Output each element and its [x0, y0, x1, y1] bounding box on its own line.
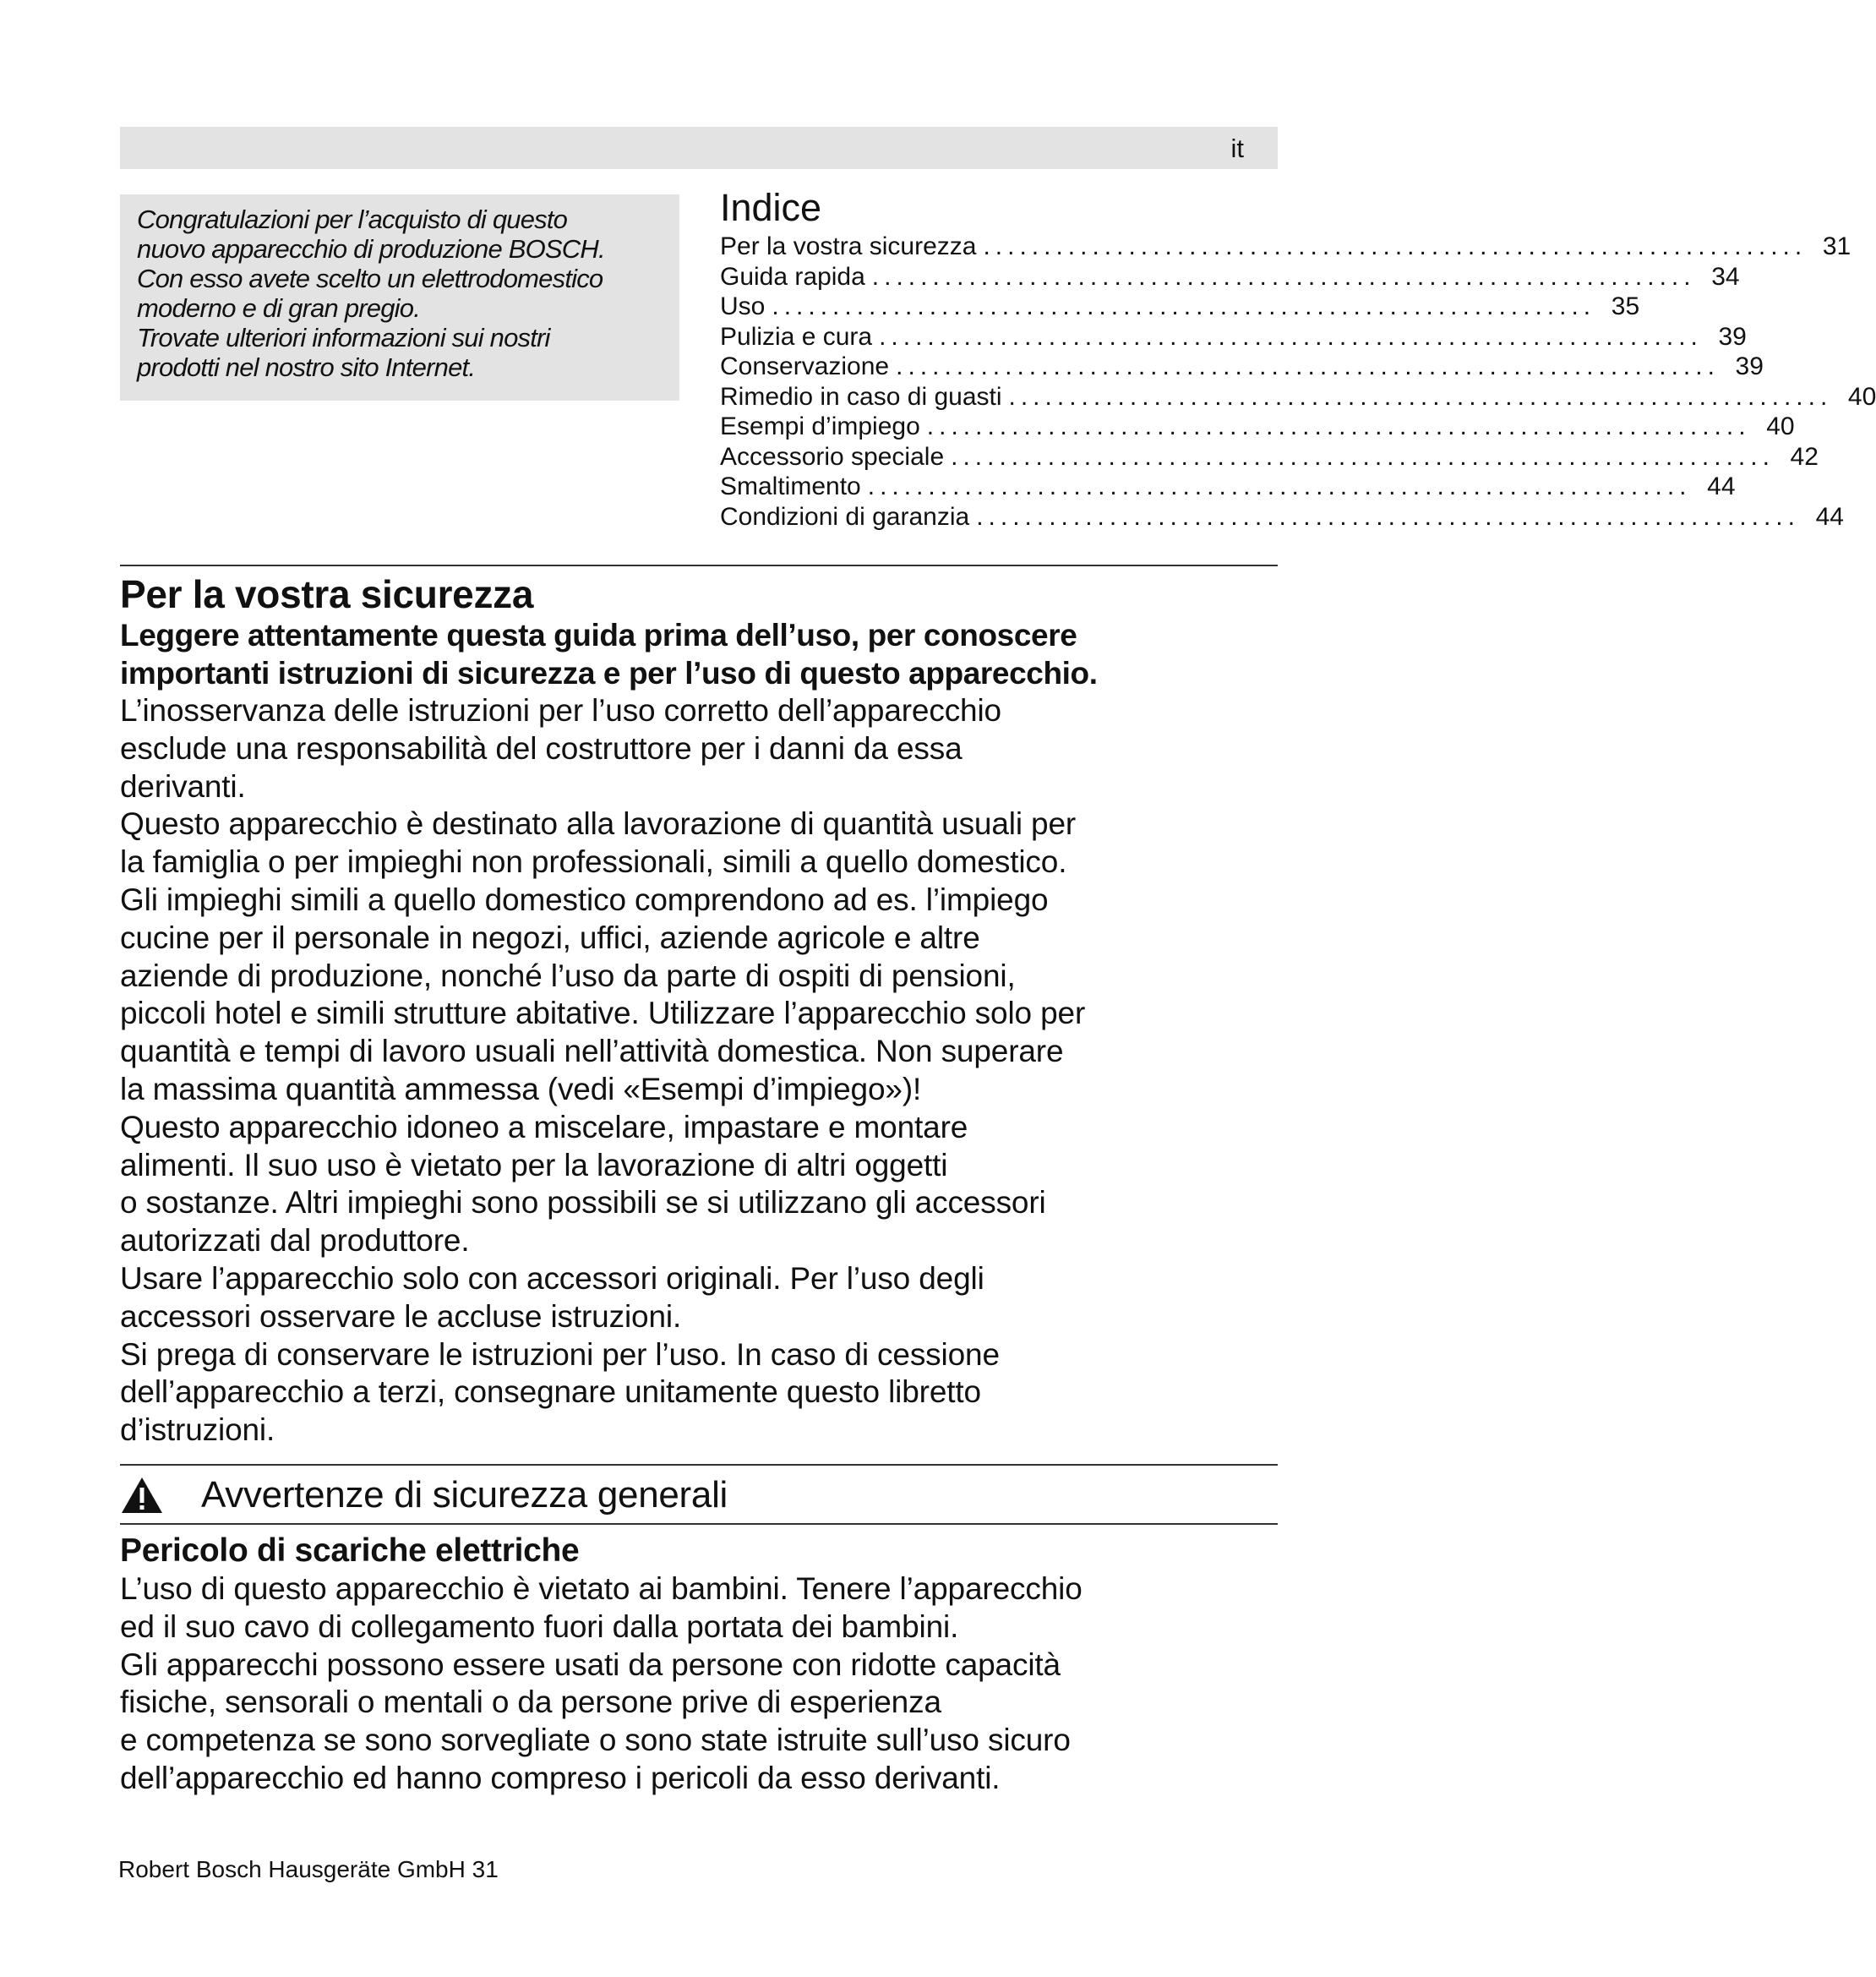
body-line: ed il suo cavo di collegamento fuori dalla portata dei bambini. — [120, 1608, 959, 1644]
body-line: dell’apparecchio ed hanno compreso i pericoli da esso derivanti. — [120, 1760, 1001, 1795]
toc-entry-label: Conservazione — [720, 352, 890, 380]
body-line: Questo apparecchio idoneo a miscelare, impastare e montare — [120, 1109, 968, 1144]
toc-entry-label: Accessorio speciale — [720, 442, 945, 471]
toc-entry-page: 42 — [1790, 442, 1819, 471]
toc-leader-dots: .................................................................... — [976, 502, 1800, 531]
toc-entry[interactable] — [720, 322, 1747, 352]
page-footer: Robert Bosch Hausgeräte GmbH 31 — [118, 1856, 499, 1882]
section-title: Per la vostra sicurezza — [120, 572, 534, 616]
intro-line: nuovo apparecchio di produzione BOSCH. — [137, 234, 605, 264]
toc-leader-dots: .................................................................... — [983, 232, 1808, 260]
toc-leader-dots: .................................................................... — [926, 412, 1751, 440]
toc-leader-dots: .................................................................... — [879, 322, 1703, 351]
body-line: L’inosservanza delle istruzioni per l’uso corretto dell’apparecchio — [120, 693, 1001, 728]
section-divider — [120, 565, 1278, 566]
body-line: piccoli hotel e simili strutture abitative. Utilizzare l’apparecchio solo per — [120, 996, 1086, 1031]
intro-line: prodotti nel nostro sito Internet. — [137, 352, 476, 382]
toc-leader-dots: .................................................................... — [896, 352, 1720, 380]
toc-entry-label: Uso — [720, 292, 766, 320]
toc-leader-dots: .................................................................... — [871, 262, 1696, 291]
toc-entry[interactable] — [720, 502, 1844, 532]
toc-entry-label: Smaltimento — [720, 472, 861, 500]
language-bar — [120, 127, 1278, 169]
toc-entry-label: Pulizia e cura — [720, 322, 873, 351]
toc-entry-label: Per la vostra sicurezza — [720, 232, 977, 260]
toc-entry[interactable] — [720, 472, 1736, 502]
body-line: d’istruzioni. — [120, 1412, 275, 1448]
intro-line: moderno e di gran pregio. — [137, 293, 421, 323]
toc-entry-label: Esempi d’impiego — [720, 412, 920, 440]
toc-entry-label: Guida rapida — [720, 262, 865, 291]
body-line: la famiglia o per impieghi non professionali, simili a quello domestico. — [120, 844, 1067, 880]
body-line: Si prega di conservare le istruzioni per l’uso. In caso di cessione — [120, 1336, 1000, 1372]
body-line: derivanti. — [120, 768, 246, 804]
safety-section — [120, 571, 1303, 1450]
body-line: accessori osservare le accluse istruzioni. — [120, 1298, 682, 1334]
body-line: esclude una responsabilità del costruttore per i danni da essa — [120, 730, 963, 766]
toc-entry-page: 40 — [1847, 382, 1876, 411]
toc-entry-page: 35 — [1611, 292, 1640, 320]
warning-triangle-icon — [120, 1476, 164, 1515]
body-line: e competenza se sono sorvegliate o sono state istruite sull’uso sicuro — [120, 1723, 1071, 1758]
electric-shock-section — [120, 1532, 1303, 1798]
toc-entry-page: 44 — [1815, 502, 1844, 531]
body-line: aziende di produzione, nonché l’uso da parte di ospiti di pensioni, — [120, 958, 1016, 993]
body-line: alimenti. Il suo uso è vietato per la lavorazione di altri oggetti — [120, 1147, 948, 1182]
body-line: fisiche, sensorali o mentali o da persone prive di esperienza — [120, 1685, 941, 1720]
toc-entry[interactable] — [720, 382, 1876, 412]
body-line: o sostanze. Altri impieghi sono possibili se si utilizzano gli accessori — [120, 1185, 1046, 1221]
intro-line: Trovate ulteriori informazioni sui nostri — [137, 323, 550, 352]
lead-line: Leggere attentamente questa guida prima dell’uso, per conoscere — [120, 618, 1077, 653]
toc-entry-label: Rimedio in caso di guasti — [720, 382, 1002, 411]
intro-line: Con esso avete scelto un elettrodomestico — [137, 264, 603, 293]
body-line: dell’apparecchio a terzi, consegnare unitamente questo libretto — [120, 1374, 981, 1410]
toc-entry[interactable] — [720, 442, 1819, 472]
toc-leader-dots: .................................................................... — [867, 472, 1692, 500]
toc-entry-page: 40 — [1766, 412, 1795, 440]
lead-line: importanti istruzioni di sicurezza e per l’uso di questo apparecchio. — [120, 655, 1098, 691]
toc-entry[interactable] — [720, 412, 1795, 442]
toc-entry-page: 34 — [1711, 262, 1740, 291]
table-of-contents — [720, 186, 1876, 532]
toc-title: Indice — [720, 186, 822, 229]
toc-entry-page: 39 — [1718, 322, 1747, 351]
section-divider — [120, 1523, 1278, 1525]
toc-entry[interactable] — [720, 292, 1640, 322]
body-line: Usare l’apparecchio solo con accessori originali. Per l’uso degli — [120, 1260, 984, 1296]
section-divider — [120, 1464, 1278, 1466]
warnings-heading — [120, 1469, 1278, 1521]
toc-entry-page: 31 — [1822, 232, 1851, 260]
toc-entry[interactable] — [720, 262, 1740, 292]
body-line: cucine per il personale in negozi, uffici, aziende agricole e altre — [120, 920, 980, 955]
body-line: Questo apparecchio è destinato alla lavorazione di quantità usuali per — [120, 806, 1077, 842]
intro-line: Congratulazioni per l’acquisto di questo — [137, 205, 568, 234]
toc-entry[interactable] — [720, 352, 1764, 382]
language-code: it — [1230, 134, 1244, 163]
body-line: Gli impieghi simili a quello domestico comprendono ad es. l’impiego — [120, 882, 1049, 917]
toc-leader-dots: .................................................................... — [772, 292, 1596, 320]
toc-leader-dots: .................................................................... — [1008, 382, 1833, 411]
toc-entry-page: 44 — [1707, 472, 1736, 500]
intro-box — [120, 194, 679, 401]
body-line: la massima quantità ammessa (vedi «Esempi d’impiego»)! — [120, 1071, 922, 1106]
body-line: autorizzati dal produttore. — [120, 1223, 470, 1259]
toc-leader-dots: .................................................................... — [951, 442, 1775, 471]
warnings-title: Avvertenze di sicurezza generali — [201, 1474, 728, 1516]
body-line: quantità e tempi di lavoro usuali nell’attività domestica. Non superare — [120, 1034, 1064, 1069]
toc-entry-page: 39 — [1735, 352, 1764, 380]
toc-entry[interactable] — [720, 232, 1851, 262]
body-line: L’uso di questo apparecchio è vietato ai bambini. Tenere l’apparecchio — [120, 1571, 1083, 1606]
toc-entry-label: Condizioni di garanzia — [720, 502, 970, 531]
body-line: Gli apparecchi possono essere usati da persone con ridotte capacità — [120, 1647, 1061, 1682]
subsection-title: Pericolo di scariche elettriche — [120, 1532, 580, 1569]
